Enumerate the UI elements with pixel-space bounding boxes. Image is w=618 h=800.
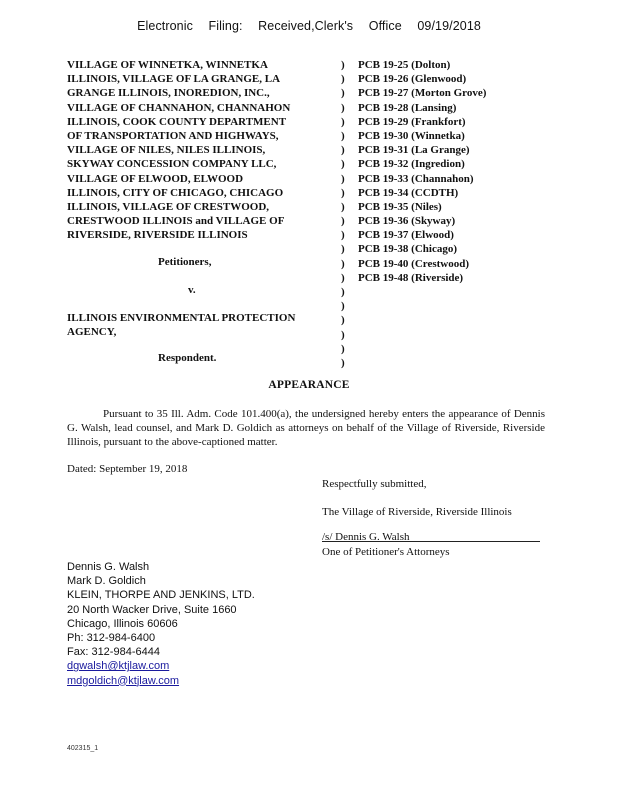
caption-paren: ): [341, 87, 345, 100]
caption-paren: ): [341, 101, 345, 114]
counsel-firm: KLEIN, THORPE AND JENKINS, LTD.: [67, 589, 255, 602]
caption-paren: ): [341, 286, 345, 298]
dated-line: Dated: September 19, 2018: [67, 463, 188, 475]
signature-closing: Respectfully submitted,: [322, 478, 427, 490]
caption-paren: ): [341, 300, 345, 313]
counsel-phone: Ph: 312-984-6400: [67, 631, 156, 644]
counsel-block: [67, 560, 255, 688]
case-number: PCB 19-37 (Elwood): [358, 229, 454, 242]
filing-stamp-filing: Filing:: [208, 19, 243, 33]
petitioner-line: VILLAGE OF CHANNAHON, CHANNAHON: [67, 101, 291, 114]
caption-paren: ): [341, 59, 345, 71]
petitioner-names: [67, 58, 339, 242]
case-number: PCB 19-40 (Crestwood): [358, 257, 470, 270]
petitioner-line: ILLINOIS, VILLAGE OF LA GRANGE, LA: [67, 73, 281, 86]
counsel-email-row: [67, 674, 255, 688]
case-number: PCB 19-31 (La Grange): [358, 144, 470, 157]
case-number: PCB 19-27 (Morton Grove): [358, 87, 487, 100]
caption-paren: ): [341, 115, 345, 128]
respondent-name: [67, 311, 327, 339]
petitioner-line: GRANGE ILLINOIS, INOREDION, INC.,: [67, 87, 270, 100]
appearance-text: Pursuant to 35 Ill. Adm. Code 101.400(a), the undersigned hereby enters the appearance of Dennis G. Walsh, lead counsel, and Mark D. Goldich as attorneys on behalf of the Village of Riverside, Riverside Illinois, pursuant to the above-captioned matter.: [67, 408, 545, 449]
caption-paren: ): [341, 172, 345, 185]
caption-paren: ): [341, 158, 345, 171]
caption-paren: ): [341, 129, 345, 142]
caption-paren: ): [341, 342, 345, 355]
petitioner-line: SKYWAY CONCESSION COMPANY LLC,: [67, 158, 277, 171]
caption-paren: ): [341, 328, 345, 341]
petitioner-line: CRESTWOOD ILLINOIS and VILLAGE OF: [67, 215, 285, 228]
filing-stamp-header: [0, 19, 618, 33]
case-number: PCB 19-26 (Glenwood): [358, 73, 467, 86]
case-number: PCB 19-28 (Lansing): [358, 101, 457, 114]
case-number: PCB 19-48 (Riverside): [358, 271, 464, 284]
caption-paren: ): [341, 243, 345, 256]
case-number: PCB 19-25 (Dolton): [358, 59, 451, 71]
counsel-email-row: [67, 659, 255, 673]
petitioner-line: ILLINOIS, VILLAGE OF CRESTWOOD,: [67, 200, 270, 213]
petitioner-line: OF TRANSPORTATION AND HIGHWAYS,: [67, 129, 279, 142]
case-number-list: [358, 58, 486, 285]
signature-role: One of Petitioner's Attorneys: [322, 546, 450, 558]
caption-paren: ): [341, 229, 345, 242]
caption-paren: ): [341, 73, 345, 86]
petitioner-line: ILLINOIS, CITY OF CHICAGO, CHICAGO: [67, 186, 284, 199]
caption-paren: ): [341, 271, 345, 284]
counsel-name: Dennis G. Walsh: [67, 561, 150, 573]
caption-paren: ): [341, 314, 345, 327]
petitioner-line: RIVERSIDE, RIVERSIDE ILLINOIS: [67, 229, 248, 242]
counsel-address: Chicago, Illinois 60606: [67, 617, 178, 630]
case-number: PCB 19-29 (Frankfort): [358, 115, 466, 128]
caption-paren: ): [341, 144, 345, 157]
document-code: 402315_1: [67, 745, 99, 752]
case-number: PCB 19-30 (Winnetka): [358, 129, 465, 142]
counsel-fax: Fax: 312-984-6444: [67, 646, 160, 659]
petitioner-line: VILLAGE OF WINNETKA, WINNETKA: [67, 59, 268, 71]
filing-stamp-office: Office: [368, 19, 402, 33]
petitioner-line: VILLAGE OF NILES, NILES ILLINOIS,: [67, 144, 266, 157]
case-number: PCB 19-38 (Chicago): [358, 243, 457, 256]
case-number: PCB 19-32 (Ingredion): [358, 158, 465, 171]
case-number: PCB 19-35 (Niles): [358, 200, 442, 213]
filing-stamp-received: Received,Clerk's: [258, 19, 354, 33]
case-number: PCB 19-36 (Skyway): [358, 215, 456, 228]
document-title: APPEARANCE: [268, 379, 350, 391]
appearance-paragraph: [67, 407, 545, 450]
petitioner-line: VILLAGE OF ELWOOD, ELWOOD: [67, 172, 244, 185]
respondent-line: ILLINOIS ENVIRONMENTAL PROTECTION: [67, 312, 296, 324]
signature-line: [322, 541, 540, 542]
counsel-email-link[interactable]: dgwalsh@ktjlaw.com: [67, 660, 170, 673]
petitioner-line: ILLINOIS, COOK COUNTY DEPARTMENT: [67, 115, 287, 128]
signature-party: The Village of Riverside, Riverside Illinois: [322, 506, 512, 518]
caption-paren: ): [341, 257, 345, 270]
versus-label: v.: [188, 284, 196, 296]
counsel-email-link[interactable]: mdgoldich@ktjlaw.com: [67, 674, 180, 687]
caption-paren: ): [341, 186, 345, 199]
case-number: PCB 19-33 (Channahon): [358, 172, 474, 185]
filing-stamp-date: 09/19/2018: [417, 19, 481, 33]
respondent-label: Respondent.: [158, 352, 217, 364]
petitioners-label: Petitioners,: [158, 256, 212, 268]
caption-paren: ): [341, 200, 345, 213]
caption-paren-column: [341, 58, 345, 370]
case-number: PCB 19-34 (CCDTH): [358, 186, 459, 199]
counsel-name: Mark D. Goldich: [67, 575, 146, 588]
caption-paren: ): [341, 356, 345, 369]
signature-name: /s/ Dennis G. Walsh: [322, 531, 410, 543]
caption-paren: ): [341, 215, 345, 228]
counsel-address: 20 North Wacker Drive, Suite 1660: [67, 603, 237, 616]
respondent-line: AGENCY,: [67, 326, 117, 339]
filing-stamp-electronic: Electronic: [137, 19, 193, 33]
